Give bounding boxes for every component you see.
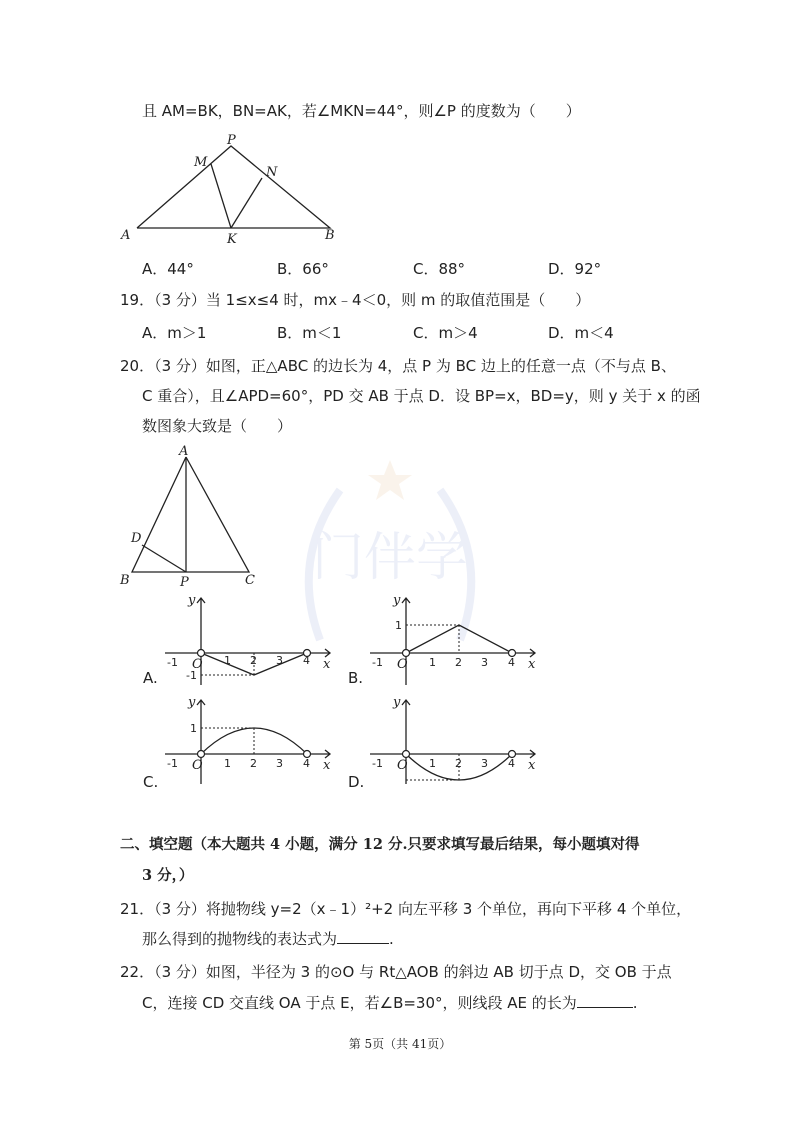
q20-graph-a <box>160 590 360 690</box>
q21-period: . <box>389 930 394 948</box>
q21-answer-blank[interactable] <box>337 929 389 944</box>
q21-stem-line2 <box>142 929 394 949</box>
level-1: 1 <box>395 619 402 632</box>
q19-option-c: C．m＞4 <box>413 324 478 342</box>
tick-3: 3 <box>276 654 283 667</box>
tick-3: 3 <box>276 757 283 770</box>
tick-2: 2 <box>455 656 462 669</box>
tick-neg1: -1 <box>167 656 178 669</box>
q20-option-a: A. <box>143 669 158 687</box>
q20-option-d: D. <box>348 773 365 791</box>
axis-y: y <box>393 593 401 608</box>
tick-4: 4 <box>508 656 515 669</box>
q20-option-b: B. <box>348 669 364 687</box>
label-b: B <box>325 228 335 243</box>
label-n: N <box>266 165 278 180</box>
tick-2: 2 <box>455 757 462 770</box>
q18-option-a: A．44° <box>142 260 194 278</box>
tick-1: 1 <box>224 654 231 667</box>
q18-stem-tail: 且 AM=BK，BN=AK，若∠MKN=44°，则∠P 的度数为（ ） <box>142 102 581 120</box>
axis-y: y <box>188 593 196 608</box>
q20-triangle-figure <box>115 445 265 590</box>
axis-x: x <box>528 657 536 672</box>
q18-option-c: C．88° <box>413 260 466 278</box>
origin: O <box>192 657 203 672</box>
origin: O <box>397 657 408 672</box>
axis-x: x <box>323 758 331 773</box>
axis-x: x <box>323 657 331 672</box>
q20-stem-line3: 数图象大致是（ ） <box>142 417 293 435</box>
q21-stem-text: 那么得到的抛物线的表达式为 <box>142 930 338 948</box>
watermark-text: 门伴学 <box>311 528 469 588</box>
tick-neg1: -1 <box>372 656 383 669</box>
axis-x: x <box>528 758 536 773</box>
tick-1: 1 <box>429 757 436 770</box>
label-a: A <box>179 444 189 459</box>
label-c: C <box>245 573 255 588</box>
tick-1: 1 <box>429 656 436 669</box>
q18-figure <box>110 130 350 250</box>
section-2-heading: 二、填空题（本大题共 4 小题，满分 12 分.只要求填写最后结果，每小题填对得 <box>120 836 640 853</box>
q22-period: . <box>632 994 638 1012</box>
q19-option-d: D．m＜4 <box>548 324 614 342</box>
tick-neg1: -1 <box>372 757 383 770</box>
q20-stem-line2: C 重合），且∠APD=60°，PD 交 AB 于点 D．设 BP=x，BD=y，则 y 关于 x 的函 <box>142 387 701 405</box>
label-k: K <box>227 232 237 247</box>
q19-option-a: A．m＞1 <box>142 324 207 342</box>
q22-answer-blank[interactable] <box>577 993 633 1008</box>
axis-y: y <box>393 695 401 710</box>
q20-graph-d <box>365 692 565 792</box>
section-2-heading-cont: 3 分，） <box>142 867 194 884</box>
q22-stem-line2 <box>142 993 638 1013</box>
q20-graph-b <box>365 590 565 690</box>
label-a: A <box>121 228 131 243</box>
label-m: M <box>194 155 208 170</box>
tick-4: 4 <box>303 654 310 667</box>
tick-4: 4 <box>508 757 515 770</box>
label-b: B <box>120 573 130 588</box>
origin: O <box>192 758 203 773</box>
origin: O <box>397 758 408 773</box>
tick-neg1: -1 <box>167 757 178 770</box>
tick-4: 4 <box>303 757 310 770</box>
q22-stem-text: C，连接 CD 交直线 OA 于点 E，若∠B=30°，则线段 AE 的长为 <box>142 994 577 1012</box>
q20-graph-c <box>160 692 360 792</box>
tick-3: 3 <box>481 656 488 669</box>
tick-3: 3 <box>481 757 488 770</box>
tick-1: 1 <box>224 757 231 770</box>
label-d: D <box>131 531 142 546</box>
q18-option-b: B．66° <box>277 260 329 278</box>
q22-stem-line1: 22．（3 分）如图，半径为 3 的⊙O 与 Rt△AOB 的斜边 AB 切于点 D，交 OB 于点 <box>120 963 672 981</box>
tick-2: 2 <box>250 757 257 770</box>
axis-y: y <box>188 695 196 710</box>
q20-option-c: C. <box>143 773 159 791</box>
tick-2: 2 <box>250 654 257 667</box>
q21-stem-line1: 21．（3 分）将抛物线 y=2（x﹣1）²+2 向左平移 3 个单位，再向下平移 4 个单位， <box>120 900 692 918</box>
page-footer: 第 5页（共 41页） <box>348 1037 452 1051</box>
label-p: P <box>180 575 189 590</box>
q19-option-b: B．m＜1 <box>277 324 342 342</box>
level-1: 1 <box>190 722 197 735</box>
q19-stem: 19．（3 分）当 1≤x≤4 时，mx﹣4＜0，则 m 的取值范围是（ ） <box>120 291 591 309</box>
label-p: P <box>227 133 236 148</box>
level-neg1: -1 <box>186 669 197 682</box>
q18-option-d: D．92° <box>548 260 602 278</box>
q20-stem-line1: 20．（3 分）如图，正△ABC 的边长为 4，点 P 为 BC 边上的任意一点（不与点 B、 <box>120 357 676 375</box>
